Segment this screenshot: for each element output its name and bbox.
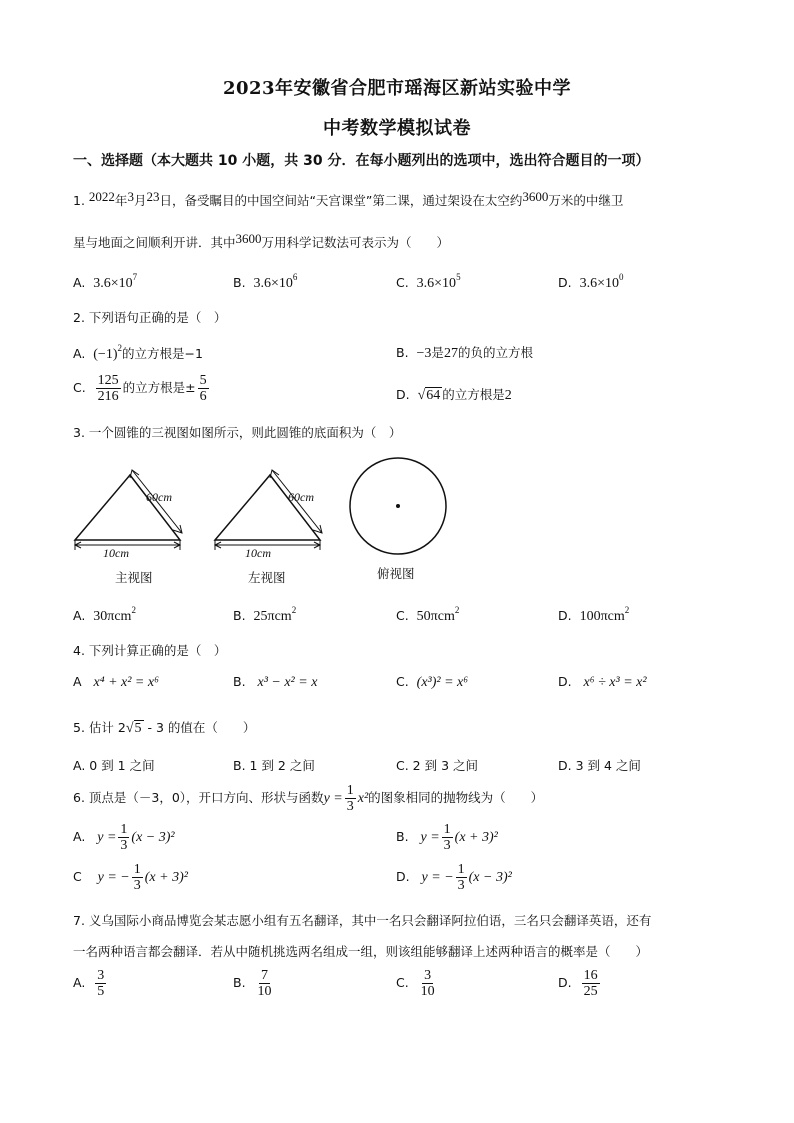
question-2-stem: 2. 下列语句正确的是（ ） [73,310,227,325]
q1-text: 万米的中继卫 [548,193,624,208]
q2-option-b[interactable] [396,343,533,362]
option-label: B. [233,275,246,290]
option-label: A. [73,829,86,844]
fraction-denominator: 3 [133,878,141,893]
front-view-figure [70,455,190,560]
option-exponent: 2 [117,343,122,353]
fraction-numerator: 1 [133,862,141,877]
option-label: B. [233,608,246,623]
q3-option-d[interactable] [558,605,629,625]
q1-option-a[interactable] [73,272,137,292]
front-view-caption: 主视图 [115,570,153,585]
side-view-triangle [215,475,320,540]
front-view-base-label: 10cm [103,546,129,560]
front-view-triangle [75,475,180,540]
q5-option-c[interactable]: C. 2 到 3 之间 [396,758,479,773]
paper-title-line2: 中考数学模拟试卷 [323,118,471,139]
option-math: y = [97,830,117,845]
radicand: 64 [426,388,441,403]
option-label: C. [396,275,409,290]
option-value: 30πcm [93,609,132,624]
q1-option-b[interactable] [233,272,297,292]
q7-option-d[interactable] [558,968,602,999]
fraction [95,968,106,999]
center-point [396,504,400,508]
option-label: D. [558,674,572,689]
q4-option-b[interactable] [233,674,317,691]
q1-day: 23 [146,189,160,204]
fraction [198,373,209,404]
q6-math: x² [357,791,369,806]
q5-text: - 3 的值在（ ） [143,720,256,735]
option-label: C. [396,674,409,689]
radicand: 5 [134,721,142,736]
q6-option-a[interactable] [73,822,175,853]
option-text: 的立方根是 [442,387,505,402]
q1-year: 2022 [88,189,115,204]
fraction-denominator: 3 [346,799,354,814]
sqrt-icon: √ [125,721,134,736]
fraction-denominator: 3 [443,838,451,853]
option-label: C [73,869,82,884]
fraction-denominator: 10 [257,984,272,999]
q1-text: 月 [133,193,147,208]
option-value: 50πcm [416,609,455,624]
option-value: 3.6×10 [579,276,619,291]
option-text: 的负的立方根 [457,345,533,360]
fraction-numerator: 1 [346,783,354,798]
option-exponent: 2 [131,605,136,615]
option-label: C. [396,608,409,623]
option-label: C. [73,380,86,395]
fraction-numerator: 125 [97,373,119,388]
q1-distance: 3600 [522,189,549,204]
fraction-numerator: 1 [443,822,451,837]
q3-option-b[interactable] [233,605,296,625]
fraction [582,968,600,999]
fraction [96,373,121,404]
front-view-slant-label: 60cm [146,490,172,504]
option-value: 3.6×10 [253,276,293,291]
fraction-numerator: 7 [261,968,269,983]
option-exponent: 0 [618,272,624,282]
option-label: D. [558,275,572,290]
fraction [118,822,129,853]
q1-text: 万用科学记数法可表示为（ ） [261,235,450,250]
option-math: y = − [421,870,454,885]
option-label: D. [396,869,410,884]
question-3-stem: 3. 一个圆锥的三视图如图所示，则此圆锥的底面积为（ ） [73,425,402,440]
option-label: A. [73,275,86,290]
fraction [256,968,274,999]
question-6-stem [73,783,543,814]
option-text: 是 [431,345,444,360]
fraction [132,862,143,893]
option-math: 27 [443,346,458,361]
q6-text: 6. 顶点是（－3，0），开口方向、形状与函数 [73,790,324,805]
question-7-line2: 一名两种语言都会翻译．若从中随机挑选两名组成一组，则该组能够翻译上述两种语言的概率是（ ） [73,944,649,959]
side-view-base-label: 10cm [245,546,271,560]
option-label: A. [73,975,86,990]
sqrt-icon: √ [417,388,426,403]
q1-option-c[interactable] [396,272,461,292]
option-exponent: 5 [456,272,461,282]
question-1-line2 [73,231,449,251]
q5-option-a[interactable]: A. 0 到 1 之间 [73,758,155,773]
option-value: 3.6×10 [416,276,457,291]
q4-option-d[interactable] [558,674,647,691]
option-exponent: 2 [454,605,460,615]
option-label: A [73,674,82,689]
option-value: x³ − x² = x [257,675,318,690]
fraction [456,862,467,893]
q5-option-d[interactable]: D. 3 到 4 之间 [558,758,641,773]
q4-option-c[interactable] [396,674,468,691]
side-view-caption: 左视图 [248,570,286,585]
side-view-figure [210,455,330,560]
q6-option-b[interactable] [396,822,498,853]
q5-option-b[interactable]: B. 1 到 2 之间 [233,758,315,773]
fraction-denominator: 3 [457,878,465,893]
option-label: D. [558,608,572,623]
top-view-caption: 俯视图 [377,566,415,581]
fraction-denominator: 6 [199,389,207,404]
option-math: (−1) [93,347,118,362]
fraction [419,968,437,999]
fraction-numerator: 3 [97,968,105,983]
option-value: 3.6×10 [93,276,133,291]
q1-month: 3 [127,189,134,204]
q6-option-c[interactable] [73,862,188,893]
fraction-numerator: 1 [120,822,128,837]
question-5-stem [73,718,255,737]
q1-number: 1. [73,193,85,208]
side-view-slant-label: 60cm [288,490,314,504]
option-text: 的立方根是± [122,380,196,395]
option-label: A. [73,608,86,623]
q2-option-a[interactable] [73,343,203,363]
fraction-denominator: 25 [583,984,598,999]
option-math: (x + 3)² [454,830,498,845]
q1-text: 星与地面之间顺利开讲．其中 [73,235,236,250]
q6-math: y = [323,791,343,806]
fraction-numerator: 5 [199,373,207,388]
fraction-numerator: 16 [583,968,598,983]
fraction [345,783,356,814]
option-math: (x − 3)² [468,870,512,885]
option-value: 100πcm [579,609,625,624]
q4-option-a[interactable] [73,674,159,691]
option-label: D. [558,975,572,990]
fraction-denominator: 216 [97,389,119,404]
option-label: B. [396,829,409,844]
fraction-denominator: 10 [420,984,435,999]
question-4-stem: 4. 下列计算正确的是（ ） [73,643,227,658]
option-label: A. [73,346,86,361]
option-value: 25πcm [253,609,292,624]
option-math: y = [420,830,440,845]
option-exponent: 7 [132,272,138,282]
paper-title-line1: 2023年安徽省合肥市瑶海区新站实验中学 [222,78,572,99]
option-label: C. [396,975,409,990]
question-7-line1: 7. 义乌国际小商品博览会某志愿小组有五名翻译，其中一名只会翻译阿拉伯语，三名只会翻译英语，还有 [73,913,652,928]
option-value: x⁶ ÷ x³ = x² [583,675,647,690]
option-label: B. [233,674,246,689]
option-math: (x − 3)² [131,830,175,845]
fraction-numerator: 1 [457,862,465,877]
q7-option-c[interactable] [396,968,439,999]
q7-option-a[interactable] [73,968,108,999]
section-heading: 一、选择题（本大题共 10 小题，共 30 分．在每小题列出的选项中，选出符合题目的一项） [73,153,650,169]
q1-text: 日，备受瞩目的中国空间站“天宫课堂”第二课，通过架设在太空约 [159,193,523,208]
option-math: −3 [416,346,432,361]
q6-text: 的图象相同的抛物线为（ ） [368,790,544,805]
q3-option-c[interactable] [396,605,459,625]
q6-option-d[interactable] [396,862,512,893]
q7-option-b[interactable] [233,968,276,999]
option-label: D. [396,387,410,402]
q1-text: 年 [114,193,128,208]
option-value: (x³)² = x⁶ [416,675,469,690]
option-math: y = − [97,870,130,885]
fraction-denominator: 5 [97,984,105,999]
fraction-numerator: 3 [424,968,432,983]
q5-text: 5. 估计 2 [73,720,126,735]
option-math: (x + 3)² [144,870,188,885]
q1-number-value: 3600 [235,231,262,246]
option-exponent: 2 [624,605,630,615]
q2-option-d[interactable] [396,385,512,404]
q2-option-c[interactable] [73,373,211,404]
option-math: 2 [504,388,512,403]
option-value: x⁴ + x² = x⁶ [93,675,159,690]
option-label: B. [396,345,409,360]
q3-option-a[interactable] [73,605,136,625]
option-exponent: 2 [291,605,297,615]
fraction [442,822,453,853]
q1-option-d[interactable] [558,272,623,292]
question-1-line1 [73,189,623,209]
top-view-figure [345,455,455,565]
option-label: B. [233,975,246,990]
option-text: 的立方根是−1 [122,346,203,361]
option-exponent: 6 [292,272,298,282]
fraction-denominator: 3 [120,838,128,853]
